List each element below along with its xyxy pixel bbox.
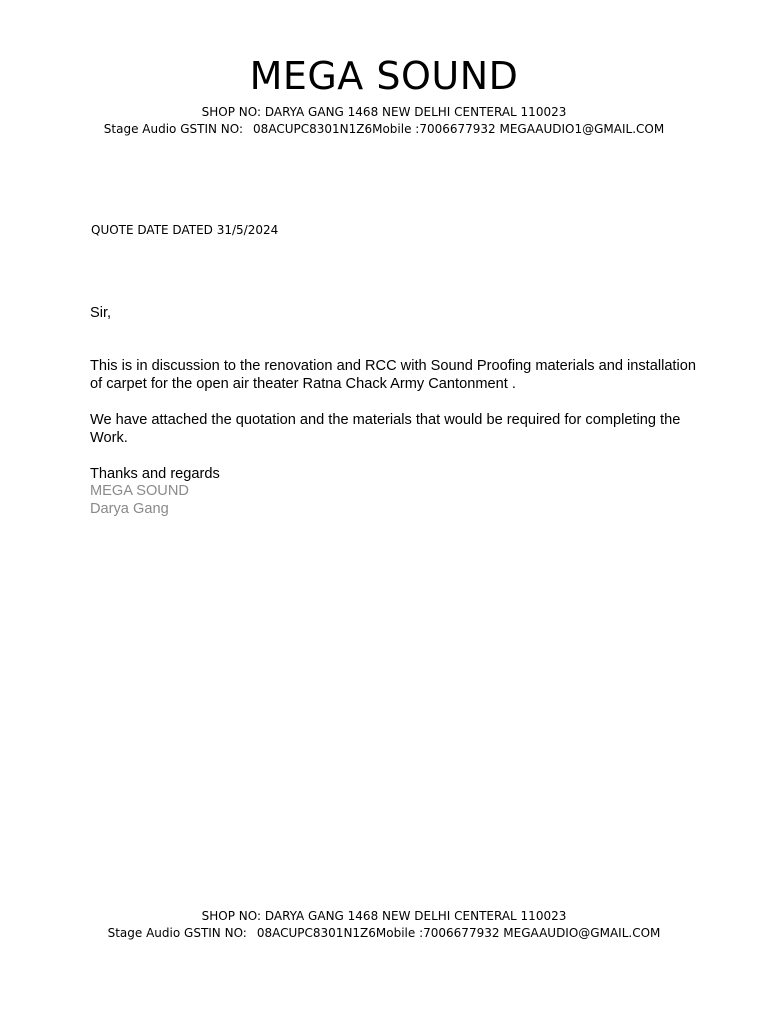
salutation: Sir, — [90, 305, 112, 321]
letter-closing: Thanks and regards — [90, 466, 220, 482]
footer-address: SHOP NO: DARYA GANG 1468 NEW DELHI CENTERAL 110023 — [201, 909, 567, 923]
footer-gstin-label: Stage Audio GSTIN NO: — [107, 926, 247, 940]
footer-gstin-line — [0, 925, 768, 941]
header-address: SHOP NO: DARYA GANG 1468 NEW DELHI CENTERAL 110023 — [201, 105, 567, 119]
header-gstin-line — [0, 121, 768, 137]
letter-paragraph-2: We have attached the quotation and the materials that would be required for completing the Work. — [90, 412, 681, 446]
footer-gstin-details: 08ACUPC8301N1Z6Mobile :7006677932 MEGAAUDIO@GMAIL.COM — [256, 926, 661, 940]
signature-place: Darya Gang — [90, 501, 169, 517]
letter-paragraph-1: This is in discussion to the renovation and RCC with Sound Proofing materials and installation of carpet for the open air theater Ratna Chack Army Cantonment . — [90, 358, 696, 392]
company-title: MEGA SOUND — [249, 54, 519, 98]
header-gstin-details: 08ACUPC8301N1Z6Mobile :7006677932 MEGAAUDIO1@GMAIL.COM — [253, 122, 665, 136]
quote-date: QUOTE DATE DATED 31/5/2024 — [91, 223, 279, 237]
signature-name: MEGA SOUND — [90, 483, 189, 499]
header-gstin-label: Stage Audio GSTIN NO: — [103, 122, 244, 136]
